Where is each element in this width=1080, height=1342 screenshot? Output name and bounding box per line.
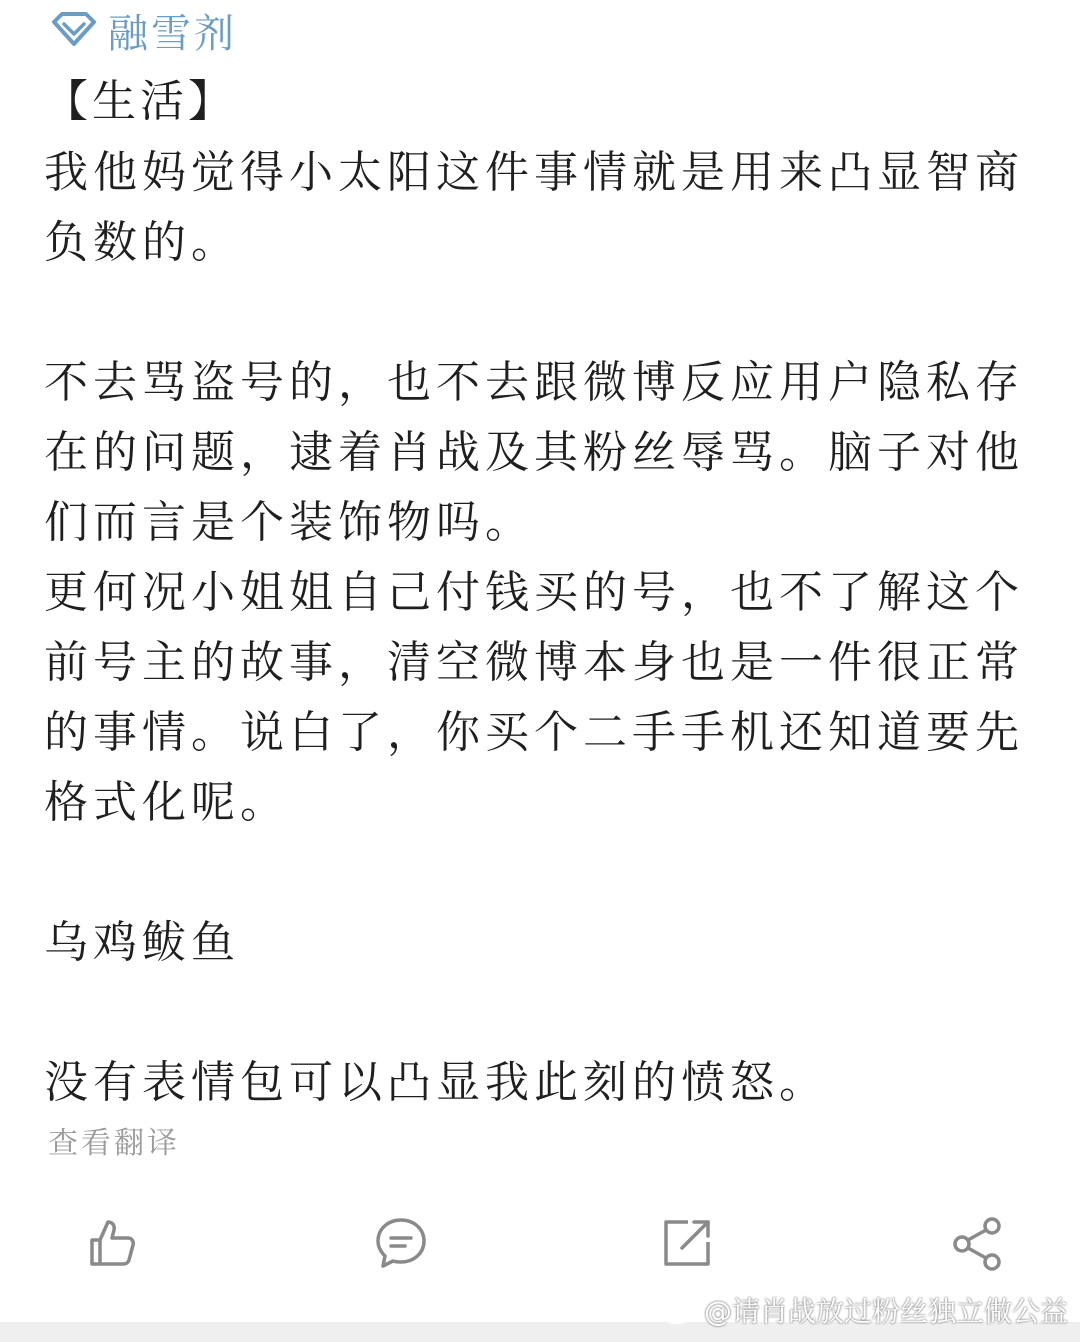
weibo-logo-icon: [660, 1294, 700, 1326]
post-paragraph-2: 不去骂盗号的，也不去跟微博反应用户隐私存在的问题，逮着肖战及其粉丝辱骂。脑子对他们而言是个装饰物吗。: [44, 357, 1024, 548]
share-nodes-icon: [948, 1214, 1006, 1272]
thumbs-up-icon: [82, 1214, 140, 1272]
watermark: [660, 1290, 1068, 1330]
action-bar: [0, 1198, 1080, 1288]
translate-link[interactable]: 查看翻译: [48, 1126, 180, 1161]
share-out-icon: [658, 1214, 716, 1272]
post-paragraph-5: 没有表情包可以凸显我此刻的愤怒。: [44, 1057, 828, 1108]
like-button[interactable]: [76, 1208, 146, 1278]
repost-button[interactable]: [652, 1208, 722, 1278]
diamond-icon: [48, 10, 100, 50]
post-paragraph-4: 乌鸡鲅鱼: [44, 917, 240, 968]
post-paragraph-3: 更何况小姐姐自己付钱买的号，也不了解这个前号主的故事，清空微博本身也是一件很正常的事情。说白了，你买个二手手机还知道要先格式化呢。: [44, 567, 1024, 828]
brand-name: 融雪剂: [108, 10, 237, 57]
brand-header[interactable]: [48, 4, 237, 56]
comment-button[interactable]: [366, 1208, 436, 1278]
watermark-text: @请肖战放过粉丝独立做公益: [703, 1295, 1068, 1328]
post-paragraph-1: 我他妈觉得小太阳这件事情就是用来凸显智商负数的。: [44, 147, 1024, 268]
post-tag: 【生活】: [44, 76, 236, 127]
comment-bubble-icon: [372, 1214, 430, 1272]
post-body: [44, 66, 1034, 1118]
share-button[interactable]: [942, 1208, 1012, 1278]
